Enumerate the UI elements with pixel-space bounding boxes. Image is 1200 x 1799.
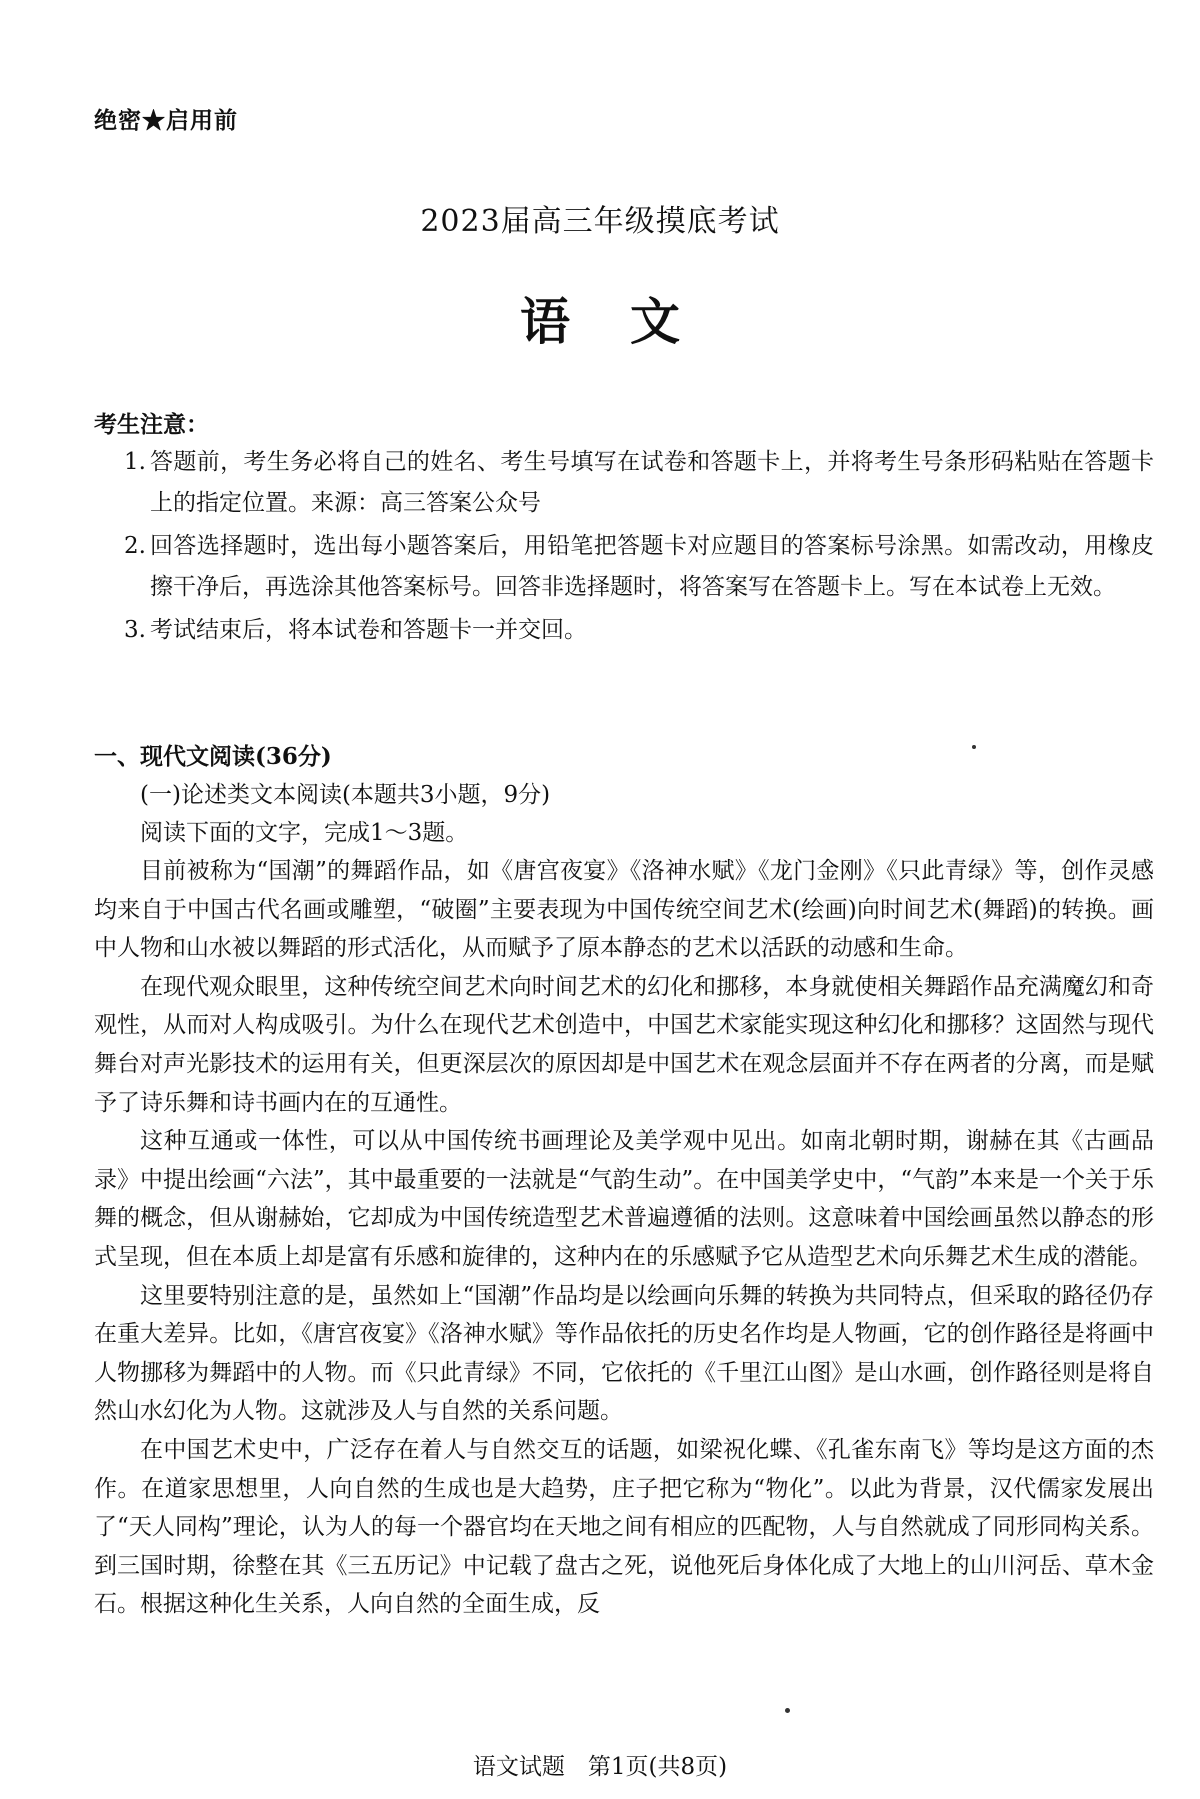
notice-text: 回答选择题时，选出每小题答案后，用铅笔把答题卡对应题目的答案标号涂黑。如需改动，用橡皮擦干净后，再选涂其他答案标号。回答非选择题时，将答案写在答题卡上。写在本试卷上无效。 bbox=[150, 533, 1154, 600]
notice-text: 考试结束后，将本试卷和答题卡一并交回。 bbox=[150, 617, 587, 643]
page-footer: 语文试题 第1页(共8页) bbox=[472, 1754, 728, 1780]
notice-item bbox=[94, 526, 1154, 608]
passage-paragraph: 这种互通或一体性，可以从中国传统书画理论及美学观中见出。如南北朝时期，谢赫在其《古画品录》中提出绘画“六法”，其中最重要的一法就是“气韵生动”。在中国美学史中，“气韵”本来是一个关于乐舞的概念，但从谢赫始，它却成为中国传统造型艺术普遍遵循的法则。这意味着中国绘画虽然以静态的形式呈现，但在本质上却是富有乐感和旋律的，这种内在的乐感赋予它从造型艺术向乐舞艺术生成的潜能。 bbox=[94, 1128, 1154, 1270]
reading-passage bbox=[94, 852, 1154, 1624]
notice-item bbox=[94, 610, 1154, 651]
sub-section-heading: (一)论述类文本阅读(本题共3小题，9分) bbox=[140, 782, 551, 808]
notice-text: 答题前，考生务必将自己的姓名、考生号填写在试卷和答题卡上，并将考生号条形码粘贴在答题卡上的指定位置。来源：高三答案公众号 bbox=[150, 449, 1154, 516]
notice-heading: 考生注意： bbox=[94, 411, 209, 438]
notice-number: 3. bbox=[124, 617, 146, 643]
passage-paragraph: 目前被称为“国潮”的舞蹈作品，如《唐宫夜宴》《洛神水赋》《龙门金刚》《只此青绿》等，创作灵感均来自于中国古代名画或雕塑，“破圈”主要表现为中国传统空间艺术(绘画)向时间艺术(舞蹈)的转换。画中人物和山水被以舞蹈的形式活化，从而赋予了原本静态的艺术以活跃的动感和生命。 bbox=[94, 858, 1154, 962]
reading-instruction: 阅读下面的文字，完成1～3题。 bbox=[140, 820, 469, 846]
scan-speck bbox=[785, 1708, 790, 1713]
exam-title: 2023届高三年级摸底考试 bbox=[420, 204, 780, 239]
passage-paragraph: 这里要特别注意的是，虽然如上“国潮”作品均是以绘画向乐舞的转换为共同特点，但采取的路径仍存在重大差异。比如，《唐宫夜宴》《洛神水赋》等作品依托的历史名作均是人物画，它的创作路径是将画中人物挪移为舞蹈中的人物。而《只此青绿》不同，它依托的《千里江山图》是山水画，创作路径则是将自然山水幻化为人物。这就涉及人与自然的关系问题。 bbox=[94, 1282, 1154, 1425]
notice-number: 1. bbox=[124, 449, 146, 475]
subject-title: 语文 bbox=[520, 292, 740, 351]
confidential-label: 绝密★启用前 bbox=[94, 107, 238, 134]
scan-speck bbox=[972, 745, 976, 749]
passage-paragraph: 在现代观众眼里，这种传统空间艺术向时间艺术的幻化和挪移，本身就使相关舞蹈作品充满魔幻和奇观性，从而对人构成吸引。为什么在现代艺术创造中，中国艺术家能实现这种幻化和挪移？这固然与现代舞台对声光影技术的运用有关，但更深层次的原因却是中国艺术在观念层面并不存在两者的分离，而是赋予了诗乐舞和诗书画内在的互通性。 bbox=[94, 973, 1154, 1116]
notice-list bbox=[94, 442, 1154, 651]
notice-number: 2. bbox=[124, 533, 146, 559]
section-heading: 一、现代文阅读(36分) bbox=[94, 743, 332, 770]
passage-paragraph: 在中国艺术史中，广泛存在着人与自然交互的话题，如梁祝化蝶、《孔雀东南飞》等均是这方面的杰作。在道家思想里，人向自然的生成也是大趋势，庄子把它称为“物化”。以此为背景，汉代儒家发展出了“天人同构”理论，认为人的每一个器官均在天地之间有相应的匹配物，人与自然就成了同形同构关系。到三国时期，徐整在其《三五历记》中记载了盘古之死，说他死后身体化成了大地上的山川河岳、草木金石。根据这种化生关系，人向自然的全面生成，反 bbox=[94, 1436, 1154, 1618]
notice-item bbox=[94, 442, 1154, 524]
